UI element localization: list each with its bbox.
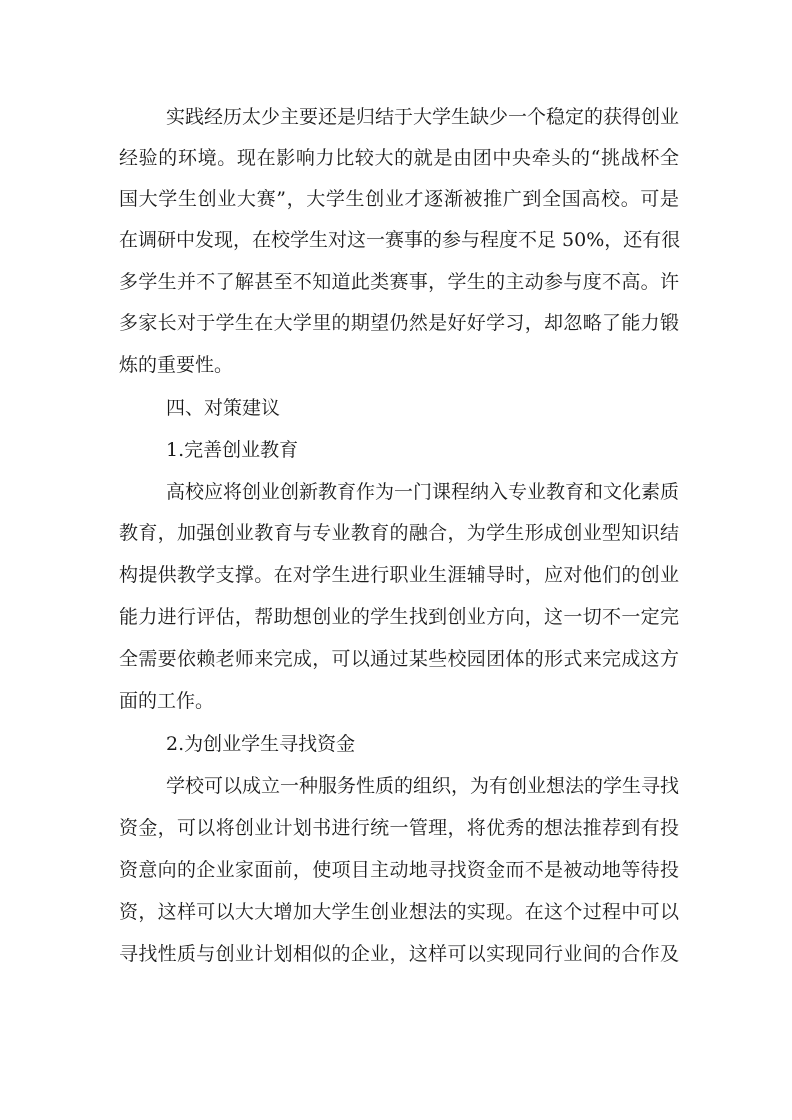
text-line: 能力进行评估，帮助想创业的学生找到创业方向，这一切不一定完: [119, 606, 679, 628]
subsection-heading: 2.为创业学生寻找资金: [166, 733, 356, 755]
text-line: 经验的环境。现在影响力比较大的就是由团中央牵头的“挑战杯全: [119, 147, 679, 169]
text-line: 学校可以成立一种服务性质的组织，为有创业想法的学生寻找: [166, 775, 680, 797]
text-line: 炼的重要性。: [119, 354, 234, 376]
text-line: 多学生并不了解甚至不知道此类赛事，学生的主动参与度不高。许: [119, 271, 679, 293]
text-line: 多家长对于学生在大学里的期望仍然是好好学习，却忽略了能力锻: [119, 312, 679, 334]
text-line: 资，这样可以大大增加大学生创业想法的实现。在这个过程中可以: [119, 901, 679, 923]
text-line: 全需要依赖老师来完成，可以通过某些校园团体的形式来完成这方: [119, 648, 679, 670]
text-line: 教育，加强创业教育与专业教育的融合，为学生形成创业型知识结: [119, 522, 679, 544]
text-line: 寻找性质与创业计划相似的企业，这样可以实现同行业间的合作及: [119, 943, 679, 965]
text-line: 国大学生创业大赛”，大学生创业才逐渐被推广到全国高校。可是: [119, 188, 679, 210]
subsection-heading: 1.完善创业教育: [166, 439, 299, 461]
text-line: 资金，可以将创业计划书进行统一管理，将优秀的想法推荐到有投: [119, 817, 679, 839]
text-line: 构提供教学支撑。在对学生进行职业生涯辅导时，应对他们的创业: [119, 564, 679, 586]
section-heading: 四、对策建议: [166, 397, 281, 419]
text-line: 资意向的企业家面前，使项目主动地寻找资金而不是被动地等待投: [119, 859, 679, 881]
text-line: 实践经历太少主要还是归结于大学生缺少一个稳定的获得创业: [166, 106, 680, 128]
text-line: 在调研中发现，在校学生对这一赛事的参与程度不足 50%，还有很: [119, 229, 681, 251]
text-line: 高校应将创业创新教育作为一门课程纳入专业教育和文化素质: [166, 481, 680, 503]
text-line: 面的工作。: [119, 690, 215, 712]
